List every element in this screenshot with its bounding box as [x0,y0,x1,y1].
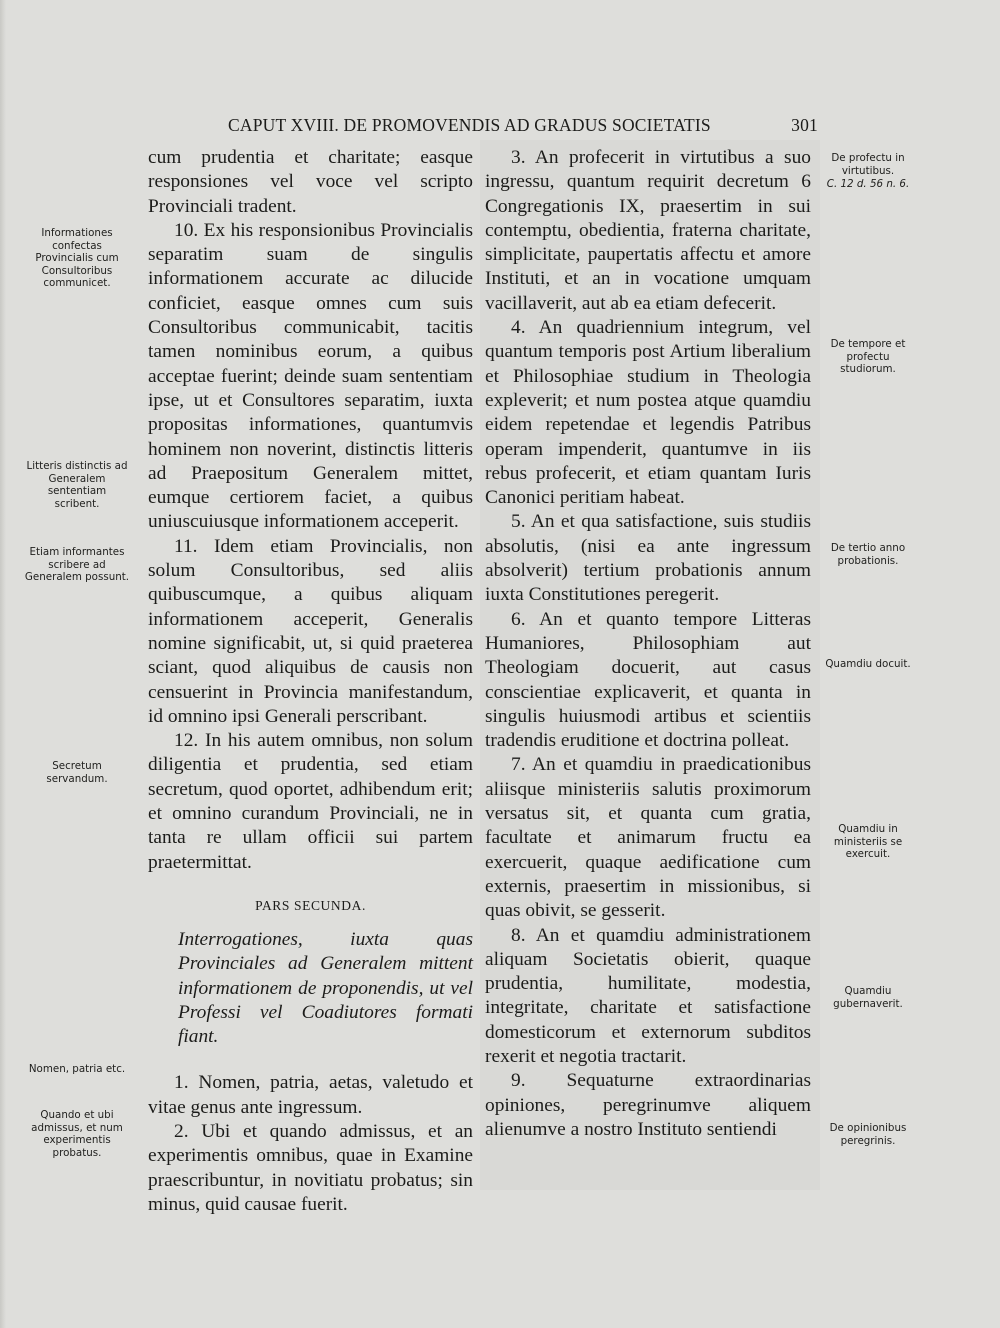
paragraph-11: 11. Idem etiam Provincialis, non solum Consultoribus, sed aliis quibuscumque, a quibus aliquam informationem acceperit, Generalis nomine significabit, ut, si quid praeterea sciant, quod aliquibus de causis non censuerint in Provincia manifestandum, id omnino ipsi Generali perscribant. [148,535,473,727]
running-head [228,115,818,139]
section-subtitle: Interrogationes, iuxta quas Provinciales ad Generalem mittent informationem de proponendis, ut vel Professi vel Coadiutores formati fiant. [178,928,473,1048]
paragraph-continuation: cum prudentia et charitate; easque responsiones vel voce vel scripto Provinciali tradent. [148,147,473,217]
margin-note-quando: Quando et ubi admissus, et num experimentis probatus. [31,1109,123,1159]
left-text-column [148,146,473,1217]
margin-note-docuit: Quamdiu docuit. [825,658,911,670]
question-4: 4. An quadriennium integrum, vel quantum temporis post Artium liberalium et Philosophiae studium in Theologia expleverit; et num postea atque quamdiu eidem repetendae et legendis Patribus operam impenderit, quantumve in iis rebus profecerit, et etiam quantam Iuris Canonici peritiam habeat. [485,317,811,509]
margin-note-etiam: Etiam informantes scribere ad Generalem possunt. [24,546,130,583]
margin-note-informationes: Informationes confectas Provincialis cum Consultoribus communicet. [35,227,119,289]
paragraph-12: 12. In his autem omnibus, non solum diligentia et prudentia, sed etiam secretum, quod oportet, adhibendum erit; et omnino curandum Provinciali, ne in tanta re ullam officii sui partem praetermittat. [148,730,473,873]
section-heading: PARS SECUNDA. [255,897,366,913]
question-3: 3. An profecerit in virtutibus a suo ingressu, quantum requirit decretum 6 Congregationis IX, praesertim in sui contemptu, obedientia, fraterna charitate, simplicitate, paupertatis affectu et amore Instituti, et an in vocatione umquam vacillaverit, aut ab ea etiam defecerit. [485,147,811,314]
question-8: 8. An et quamdiu administrationem aliquam Societatis obierit, quaque prudentia, humilitate, modestia, integritate, charitate et satisfactione domesticorum et externorum subditos rexerit et negotia tractarit. [485,924,811,1067]
scan-edge-shadow [0,0,6,1328]
question-7: 7. An et quamdiu in praedicationibus aliisque ministeriis salutis proximorum versatus sit, et quanta cum gratia, facultate et animarum fructu ea exercuerit, quaque aedificatione cum externis, praesertim in missionibus, si quas obivit, se gesserit. [485,754,811,922]
page-number: 301 [791,115,818,135]
margin-note-ministeriis: Quamdiu in ministeriis se exercuit. [833,823,903,860]
margin-note-profectu-ref: C. 12 d. 56 n. 6. [826,178,910,190]
margin-note-nomen: Nomen, patria etc. [28,1063,126,1075]
margin-note-tertio: De tertio anno probationis. [830,542,906,567]
margin-note-litteris: Litteris distinctis ad Generalem sententiam scribent. [26,460,128,510]
margin-note-secretum: Secretum servandum. [46,760,108,785]
margin-note-opinionibus: De opinionibus peregrinis. [829,1122,907,1147]
running-head-title: CAPUT XVIII. DE PROMOVENDIS AD GRADUS SOCIETATIS [228,115,711,135]
right-text-column [485,146,811,1142]
margin-note-gubernaverit: Quamdiu gubernaverit. [833,985,903,1010]
paragraph-10: 10. Ex his responsionibus Provincialis separatim suam de singulis informationem accurate ac dilucide conficiet, easque omnes cum suis Consultoribus communicabit, tacitis tamen nominibus eorum, a quibus acceptae fuerint; deinde suam sententiam ipse, ut et Consultores separatim, iuxta propositas informationes, quantumvis hominem non noverint, distinctis litteris ad Praepositum Generalem mittet, eumque certiorem faciet, a quibus uniuscuiusque informationem acceperit. [148,219,473,533]
margin-note-profectu: De profectu in virtutibus. [831,152,905,177]
question-2: 2. Ubi et quando admissus, et an experimentis omnibus, quae in Examine praescribuntur, in novitiatu probatus; sin minus, quid causae fuerit. [148,1120,473,1215]
question-1: 1. Nomen, patria, aetas, valetudo et vitae genus ante ingressum. [148,1072,473,1118]
question-5: 5. An et qua satisfactione, suis studiis absolutis, (nisi ea ante ingressum absolverit) tertium probationis annum iuxta Constitutiones peregerit. [485,511,811,606]
question-6: 6. An et quanto tempore Litteras Humaniores, Philosophiam aut Theologiam docuerit, aut casus conscientiae explicaverit, et quanta in singulis huiusmodi artibus et scientiis tradendis eruditione et doctrina polleat. [485,608,811,752]
question-9: 9. Sequaturne extraordinarias opiniones, peregrinumve aliquem alienumve a nostro Instituto sentiendi [485,1070,811,1140]
margin-note-tempore: De tempore et profectu studiorum. [830,338,906,375]
